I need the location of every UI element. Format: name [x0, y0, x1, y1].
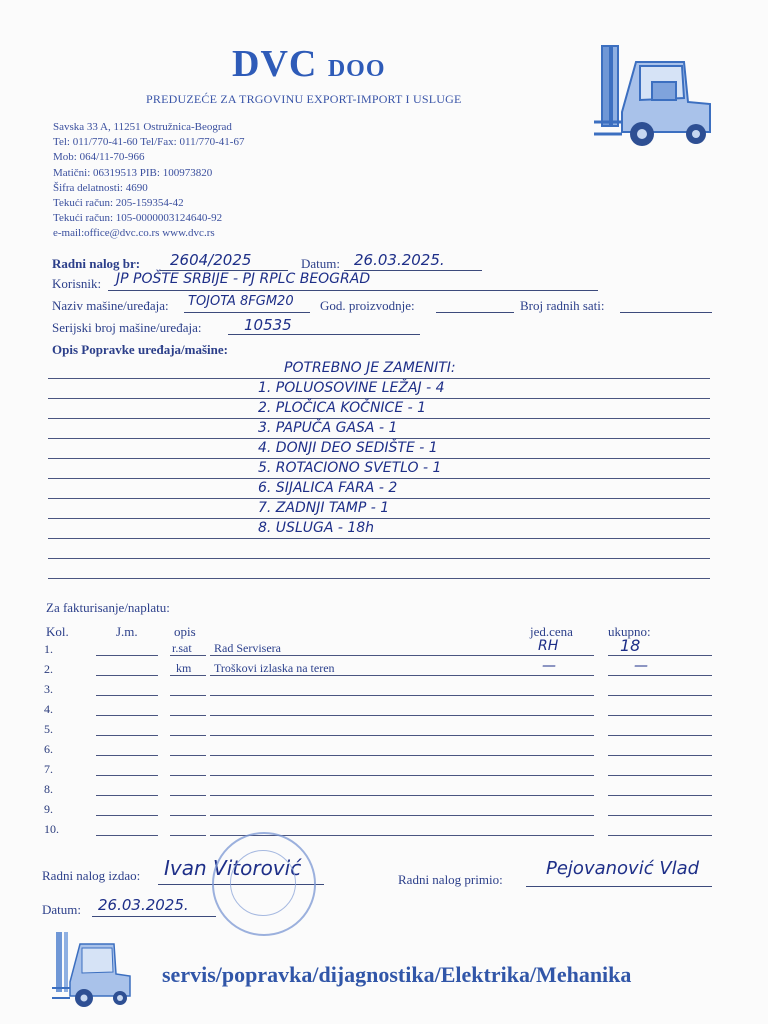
- billing-row-uk[interactable]: 18: [620, 636, 641, 655]
- forklift-icon: [52, 930, 134, 1010]
- billing-row-num: 6.: [44, 742, 53, 756]
- col-jed-cena: jed.cena: [530, 624, 573, 639]
- company-activity: Šifra delatnosti: 4690: [53, 181, 148, 194]
- billing-row-desc: Troškovi izlaska na teren: [214, 661, 335, 675]
- billing-row-num: 5.: [44, 722, 53, 736]
- naziv-masine-value[interactable]: TOJOTA 8FGM20: [188, 294, 294, 309]
- billing-row-num: 2.: [44, 662, 53, 676]
- korisnik-label: Korisnik:: [52, 276, 102, 291]
- repair-line-1: 1. POLUOSOVINE LEŽAJ - 4: [258, 380, 445, 396]
- korisnik-value[interactable]: JP POŠTE SRBIJE - PJ RPLC BEOGRAD: [116, 271, 371, 287]
- footer-datum-label: Datum:: [42, 902, 81, 917]
- brand-name: DVC: [232, 43, 318, 85]
- company-address: Savska 33 A, 11251 Ostružnica-Beograd: [53, 121, 232, 133]
- billing-row-num: 8.: [44, 782, 53, 796]
- primio-label: Radni nalog primio:: [398, 872, 503, 887]
- repair-line-2: 2. PLOČICA KOČNICE - 1: [258, 400, 427, 416]
- company-info: [53, 120, 244, 242]
- god-proizvodnje-label: God. proizvodnje:: [320, 298, 415, 313]
- col-jm: J.m.: [116, 624, 138, 639]
- col-ukupno: ukupno:: [608, 624, 651, 639]
- billing-row-unit: r.sat: [172, 641, 192, 655]
- serijski-broj-label: Serijski broj mašine/uređaja:: [52, 320, 202, 335]
- serijski-broj-value[interactable]: 10535: [244, 316, 292, 334]
- company-phone: Tel: 011/770-41-60 Tel/Fax: 011/770-41-67: [53, 136, 245, 149]
- datum-label: Datum:: [301, 256, 340, 271]
- company-subtitle: PREDUZEĆE ZA TRGOVINU EXPORT-IMPORT I USLUGE: [146, 92, 462, 106]
- radni-nalog-label: Radni nalog br:: [52, 256, 141, 271]
- col-kol: Kol.: [46, 624, 69, 639]
- billing-row-num: 7.: [44, 762, 53, 776]
- billing-row-jed[interactable]: RH: [538, 638, 559, 654]
- company-account-1: Tekući račun: 205-159354-42: [53, 197, 184, 210]
- radni-nalog-value[interactable]: 2604/2025: [170, 251, 252, 269]
- izdao-label: Radni nalog izdao:: [42, 868, 141, 883]
- repair-line-7: 7. ZADNJI TAMP - 1: [258, 500, 390, 516]
- repair-line-header: POTREBNO JE ZAMENITI:: [284, 360, 456, 376]
- col-opis: opis: [174, 624, 196, 639]
- billing-row-jed[interactable]: —: [542, 658, 556, 674]
- billing-row-num: 10.: [44, 822, 59, 836]
- izdao-signature: Ivan Vitorović: [164, 856, 302, 880]
- naziv-masine-label: Naziv mašine/uređaja:: [52, 298, 169, 313]
- repair-line-3: 3. PAPUČA GASA - 1: [258, 420, 398, 436]
- company-brand: [232, 42, 386, 86]
- billing-row-unit: km: [176, 661, 192, 675]
- billing-row-num: 4.: [44, 702, 53, 716]
- broj-radnih-sati-label: Broj radnih sati:: [520, 298, 605, 313]
- footer-slogan: servis/popravka/dijagnostika/Elektrika/Mehanika: [162, 962, 632, 987]
- opis-popravke-label: Opis Popravke uređaja/mašine:: [52, 342, 228, 357]
- billing-row-num: 9.: [44, 802, 53, 816]
- repair-line-8: 8. USLUGA - 18h: [258, 520, 375, 536]
- stamp-seal: [212, 832, 316, 936]
- datum-value[interactable]: 26.03.2025.: [354, 251, 445, 269]
- footer-datum-value[interactable]: 26.03.2025.: [98, 896, 189, 914]
- billing-row-num: 1.: [44, 642, 53, 656]
- repair-line-6: 6. SIJALICA FARA - 2: [258, 480, 398, 496]
- billing-row-num: 3.: [44, 682, 53, 696]
- billing-title: Za fakturisanje/naplatu:: [46, 600, 170, 615]
- company-account-2: Tekući račun: 105-0000003124640-92: [53, 212, 223, 225]
- primio-signature: Pejovanović Vlad: [546, 858, 700, 879]
- forklift-icon: [592, 42, 720, 150]
- repair-line-5: 5. ROTACIONO SVETLO - 1: [258, 460, 442, 476]
- billing-row-uk[interactable]: —: [634, 658, 648, 674]
- company-contact: e-mail:office@dvc.co.rs www.dvc.rs: [53, 227, 215, 240]
- billing-row-desc: Rad Servisera: [214, 641, 281, 655]
- company-ids: Matični: 06319513 PIB: 100973820: [53, 166, 213, 179]
- repair-line-4: 4. DONJI DEO SEDIŠTE - 1: [258, 440, 438, 456]
- brand-suffix: DOO: [327, 56, 386, 82]
- company-mobile: Mob: 064/11-70-966: [53, 151, 145, 164]
